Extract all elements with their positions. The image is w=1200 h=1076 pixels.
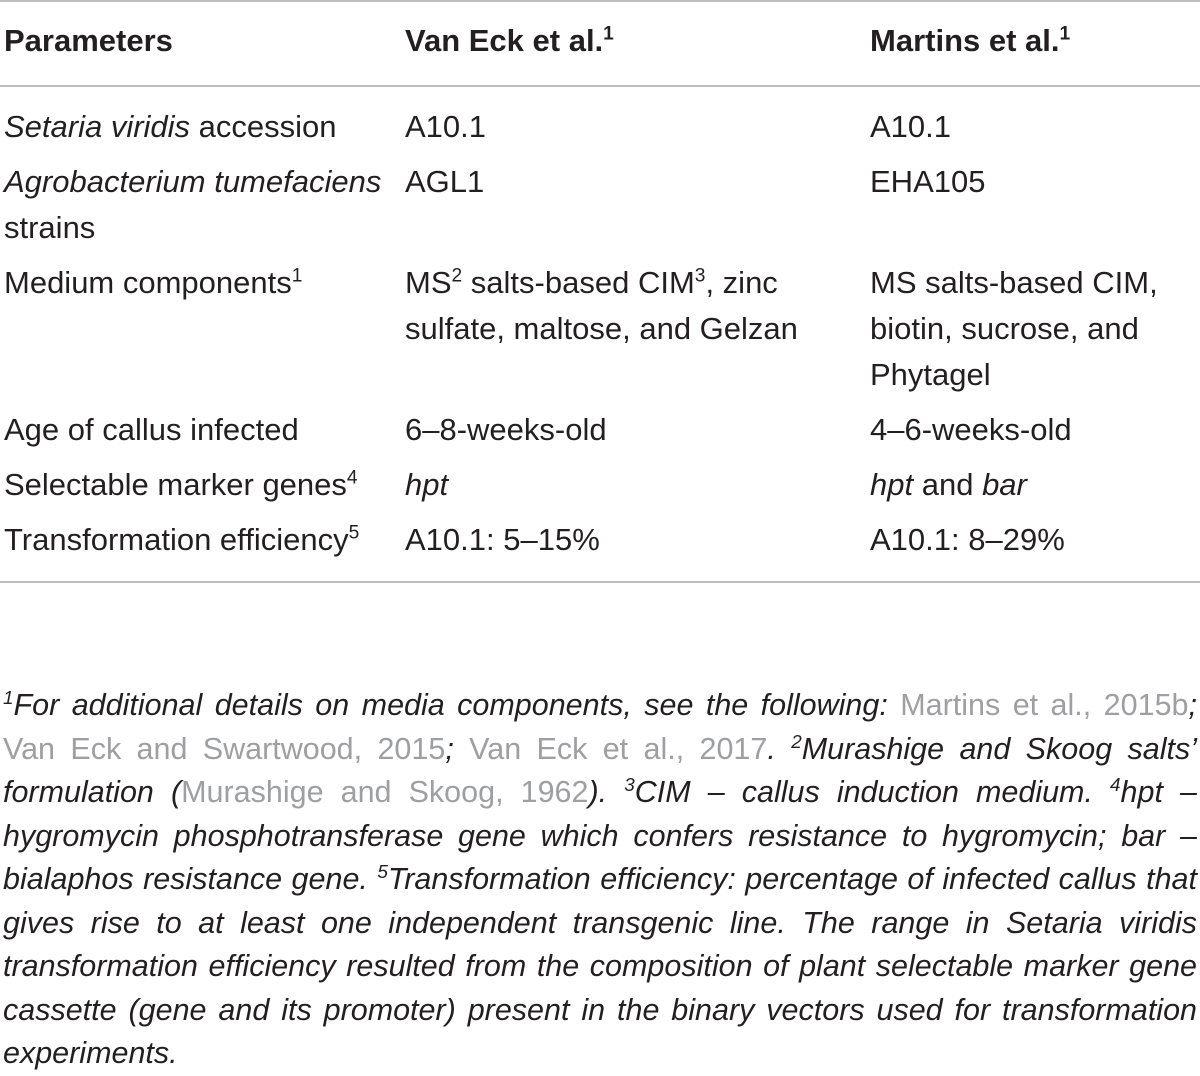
citation-link[interactable]: Van Eck and Swartwood, 2015 <box>3 731 446 766</box>
table-row-markers <box>0 453 1200 508</box>
header-martins: Martins et al.$^1$ <box>870 1 1200 86</box>
cell-martins: A10.1 <box>870 109 952 144</box>
header-van-eck: Van Eck et al.$^1$ <box>405 1 870 86</box>
cell-martins: hpt and bar <box>870 467 1027 502</box>
cell-parameter: Transformation efficiency$^5$ <box>0 508 405 582</box>
cell-parameter: Agrobacterium tumefaciens strains <box>4 164 382 245</box>
header-parameters: Parameters <box>0 1 405 86</box>
cell-van-eck: 6–8-weeks-old <box>405 412 607 447</box>
table-body <box>0 86 1200 582</box>
cell-van-eck: A10.1: 5–15% <box>405 508 870 582</box>
table-row-accession <box>0 86 1200 150</box>
cell-parameter: Selectable marker genes$^4$ <box>4 467 358 502</box>
citation-link[interactable]: Van Eck et al., 2017 <box>469 731 768 766</box>
cell-martins: EHA105 <box>870 164 986 199</box>
citation-link[interactable]: Murashige and Skoog, 1962 <box>181 775 589 809</box>
table-row-efficiency <box>0 508 1200 582</box>
table-row-medium <box>0 251 1200 398</box>
cell-parameter: Medium components$^1$ <box>4 265 303 300</box>
cell-parameter: Age of callus infected <box>4 412 299 447</box>
cell-martins: 4–6-weeks-old <box>870 412 1072 447</box>
table-row-strains <box>0 150 1200 251</box>
cell-van-eck: A10.1 <box>405 109 487 144</box>
header-row <box>0 1 1200 86</box>
citation-link[interactable]: Martins et al., 2015b <box>900 688 1189 722</box>
table-footnotes: $^1$For additional details on media components, see the following: Martins et al., 2015b; Van Eck and Swartwood, 2015; Van Eck et al., 2017. $^2$Murashige and Skoog salts’ formulation (Murashige and Skoog, 1962). $^3$CIM – callus induction medium. $^4$hpt – hygromycin phosphotransferase gene which confers resistance to hygromycin; bar – bialaphos resistance gene. $^5$Transformation efficiency: percentage of infected callus that gives rise to at least one independent transgenic line. The range in Setaria viridis transformation efficiency resulted from the composition of plant selectable marker gene cassette (gene and its promoter) present in the binary vectors used for transformation experiments. <box>3 687 1197 1070</box>
cell-van-eck: $MS^2$ salts-based CIM$^3$, zinc sulfate, maltose, and Gelzan <box>405 265 798 346</box>
cell-martins: A10.1: 8–29% <box>870 508 1200 582</box>
cell-van-eck: AGL1 <box>405 164 485 199</box>
cell-parameter: Setaria viridis accession <box>4 109 337 144</box>
table-header <box>0 1 1200 86</box>
cell-martins: MS salts-based CIM, biotin, sucrose, and Phytagel <box>870 265 1158 392</box>
table-row-age <box>0 398 1200 453</box>
cell-van-eck: hpt <box>405 467 449 502</box>
